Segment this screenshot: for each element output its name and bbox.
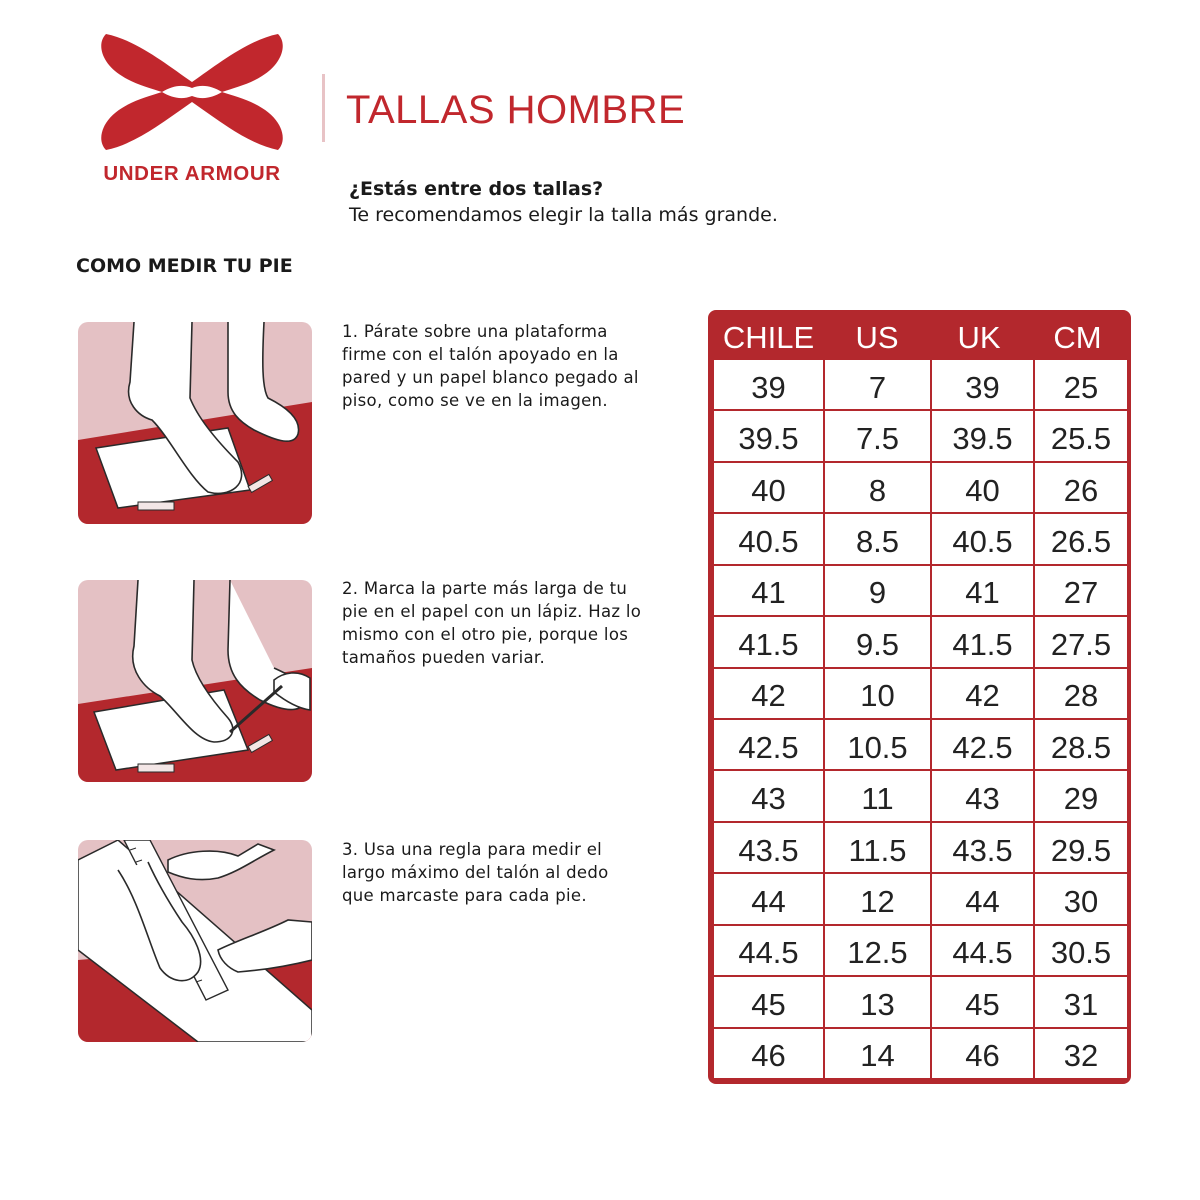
size-cell-cm: 30.5 — [1035, 926, 1127, 975]
brand-logo — [66, 30, 316, 185]
size-cell-chile: 44.5 — [714, 926, 823, 975]
step-2-text — [342, 577, 692, 669]
size-cell-us: 7 — [825, 360, 930, 409]
size-cell-uk: 45 — [932, 977, 1033, 1026]
size-cell-cm: 26.5 — [1035, 514, 1127, 563]
size-cell-uk: 44 — [932, 874, 1033, 923]
size-cell-cm: 29.5 — [1035, 823, 1127, 872]
column-header-cm: CM — [1053, 320, 1102, 355]
size-cell-cm: 27 — [1035, 566, 1127, 615]
size-cell-cm: 25.5 — [1035, 411, 1127, 460]
size-cell-chile: 45 — [714, 977, 823, 1026]
size-cell-chile: 39 — [714, 360, 823, 409]
size-cell-chile: 44 — [714, 874, 823, 923]
size-cell-cm: 31 — [1035, 977, 1127, 1026]
size-cell-uk: 39 — [932, 360, 1033, 409]
step-line: pared y un papel blanco pegado al — [342, 368, 639, 387]
column-header-uk: UK — [957, 320, 1001, 355]
size-cell-chile: 41.5 — [714, 617, 823, 666]
step-line: mismo con el otro pie, porque los — [342, 625, 629, 644]
size-cell-uk: 40 — [932, 463, 1033, 512]
size-cell-us: 11 — [825, 771, 930, 820]
size-cell-uk: 42 — [932, 669, 1033, 718]
tip-answer: Te recomendamos elegir la talla más grande. — [349, 204, 778, 226]
size-cell-us: 8 — [825, 463, 930, 512]
howto-heading: COMO MEDIR TU PIE — [76, 255, 293, 277]
brand-wordmark: UNDER ARMOUR — [103, 162, 281, 185]
size-cell-uk: 41.5 — [932, 617, 1033, 666]
size-cell-uk: 46 — [932, 1029, 1033, 1078]
size-cell-us: 9.5 — [825, 617, 930, 666]
measuring-with-ruler-illustration — [78, 840, 312, 1042]
size-cell-us: 12.5 — [825, 926, 930, 975]
size-cell-us: 11.5 — [825, 823, 930, 872]
size-cell-us: 14 — [825, 1029, 930, 1078]
size-cell-us: 9 — [825, 566, 930, 615]
size-cell-cm: 28 — [1035, 669, 1127, 718]
size-cell-chile: 39.5 — [714, 411, 823, 460]
size-cell-chile: 42.5 — [714, 720, 823, 769]
under-armour-logo-icon — [66, 30, 318, 154]
size-cell-us: 13 — [825, 977, 930, 1026]
size-cell-cm: 27.5 — [1035, 617, 1127, 666]
step-line: pie en el papel con un lápiz. Haz lo — [342, 602, 642, 621]
size-cell-chile: 41 — [714, 566, 823, 615]
step-line: 3. Usa una regla para medir el — [342, 840, 603, 859]
step-line: 1. Párate sobre una plataforma — [342, 322, 608, 341]
size-cell-uk: 43 — [932, 771, 1033, 820]
size-cell-cm: 32 — [1035, 1029, 1127, 1078]
size-cell-cm: 25 — [1035, 360, 1127, 409]
size-cell-cm: 29 — [1035, 771, 1127, 820]
feet-on-paper-illustration — [78, 322, 312, 524]
size-cell-us: 8.5 — [825, 514, 930, 563]
size-cell-chile: 43.5 — [714, 823, 823, 872]
page-title: TALLAS HOMBRE — [346, 88, 686, 132]
tip-question: ¿Estás entre dos tallas? — [349, 178, 604, 200]
size-cell-uk: 40.5 — [932, 514, 1033, 563]
size-cell-chile: 40.5 — [714, 514, 823, 563]
size-cell-us: 12 — [825, 874, 930, 923]
size-cell-chile: 43 — [714, 771, 823, 820]
size-cell-us: 10 — [825, 669, 930, 718]
step-3-text — [342, 838, 692, 907]
step-line: 2. Marca la parte más larga de tu — [342, 579, 628, 598]
size-cell-uk: 44.5 — [932, 926, 1033, 975]
size-cell-chile: 46 — [714, 1029, 823, 1078]
column-header-us: US — [855, 320, 899, 355]
step-line: largo máximo del talón al dedo — [342, 863, 609, 882]
size-table-body — [714, 360, 1125, 1078]
step-line: que marcaste para cada pie. — [342, 886, 587, 905]
size-cell-cm: 28.5 — [1035, 720, 1127, 769]
size-cell-uk: 39.5 — [932, 411, 1033, 460]
step-line: piso, como se ve en la imagen. — [342, 391, 608, 410]
column-header-chile: CHILE — [722, 320, 815, 355]
step-1-text — [342, 320, 692, 412]
marking-foot-with-pencil-illustration — [78, 580, 312, 782]
size-table-header — [708, 310, 1131, 360]
size-cell-uk: 42.5 — [932, 720, 1033, 769]
size-cell-us: 10.5 — [825, 720, 930, 769]
header-divider — [322, 74, 325, 142]
size-cell-cm: 30 — [1035, 874, 1127, 923]
step-line: firme con el talón apoyado en la — [342, 345, 619, 364]
size-cell-us: 7.5 — [825, 411, 930, 460]
size-cell-uk: 43.5 — [932, 823, 1033, 872]
size-table — [708, 310, 1131, 1084]
size-cell-chile: 40 — [714, 463, 823, 512]
size-cell-chile: 42 — [714, 669, 823, 718]
step-line: tamaños pueden variar. — [342, 648, 546, 667]
size-cell-cm: 26 — [1035, 463, 1127, 512]
size-cell-uk: 41 — [932, 566, 1033, 615]
